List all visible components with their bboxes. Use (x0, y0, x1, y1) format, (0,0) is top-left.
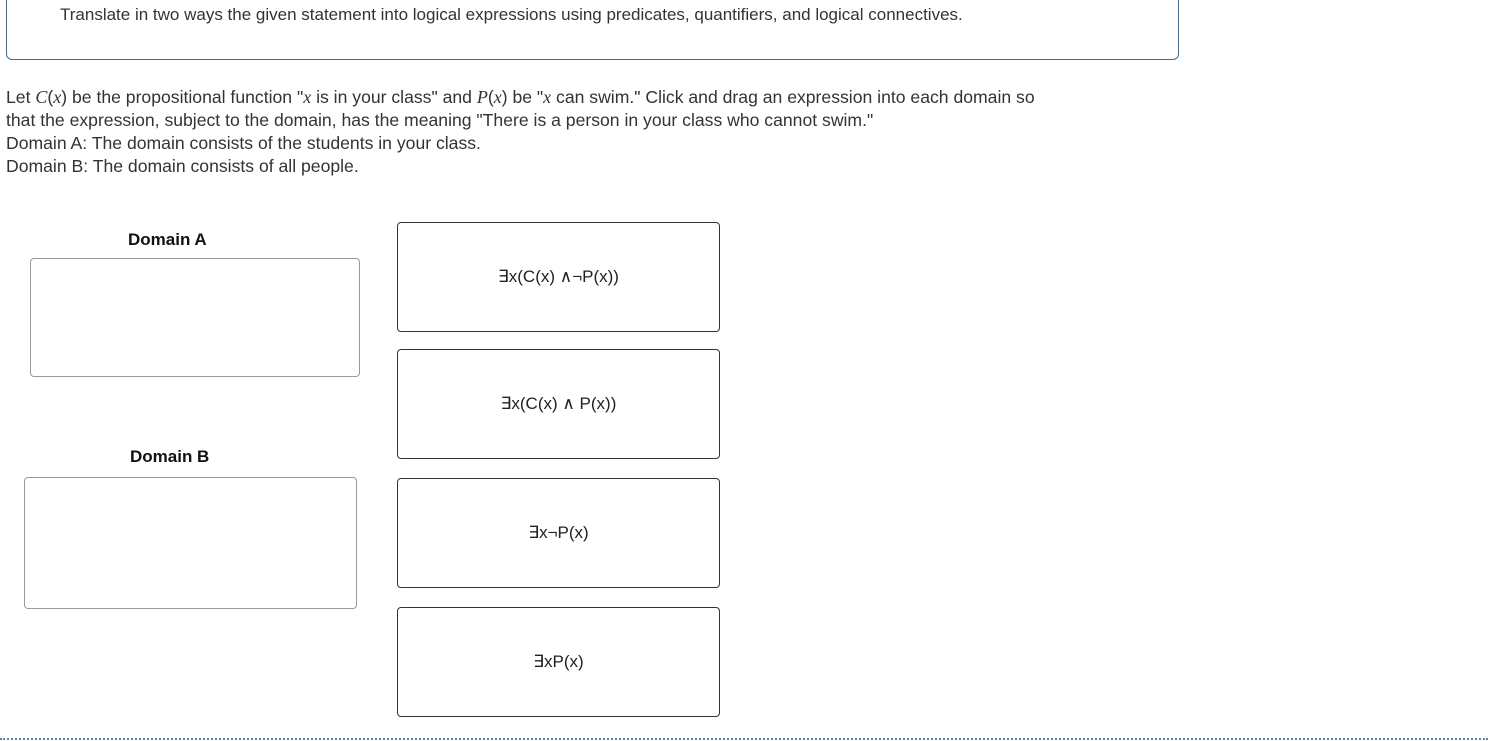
variable-x: x (543, 87, 552, 107)
problem-line-1 (6, 86, 1166, 109)
domain-b-description: Domain B: The domain consists of all people. (6, 156, 359, 176)
expression-text: ∃x(C(x) ∧¬P(x)) (498, 267, 619, 286)
paren-open: ( (47, 87, 54, 107)
variable-x: x (53, 87, 62, 107)
variable-x: x (493, 87, 502, 107)
expression-card-exists-c-and-p[interactable] (397, 349, 720, 459)
problem-statement (6, 86, 1166, 178)
text-propositional: be the propositional function " (67, 87, 304, 107)
expression-card-exists-c-and-not-p[interactable] (397, 222, 720, 332)
function-c: C (35, 87, 48, 107)
domain-a-drop-zone[interactable] (30, 258, 360, 377)
instruction-text: Translate in two ways the given statement into logical expressions using predicates, quantifiers, and logical connectives. (60, 5, 963, 24)
domain-a-label: Domain A (128, 230, 207, 249)
expression-card-exists-not-p[interactable] (397, 478, 720, 588)
paren-close: ) (501, 87, 508, 107)
paren-close: ) (61, 87, 68, 107)
text-be: be " (507, 87, 544, 107)
paren-open: ( (487, 87, 494, 107)
domain-b-label: Domain B (130, 447, 210, 466)
section-divider (0, 738, 1488, 740)
problem-line-2: that the expression, subject to the domain, has the meaning "There is a person in your class who cannot swim." (6, 110, 874, 130)
variable-x: x (303, 87, 312, 107)
expression-card-exists-p[interactable] (397, 607, 720, 717)
function-p: P (476, 87, 488, 107)
domain-a-description: Domain A: The domain consists of the students in your class. (6, 133, 481, 153)
instruction-box (6, 0, 1179, 60)
expression-text: ∃xP(x) (533, 652, 584, 671)
text-in-class: is in your class" and (311, 87, 477, 107)
domain-b-drop-zone[interactable] (24, 477, 357, 609)
text-let: Let (6, 87, 36, 107)
expression-text: ∃x(C(x) ∧ P(x)) (500, 394, 617, 413)
expression-text: ∃x¬P(x) (528, 523, 589, 542)
text-can-swim: can swim." Click and drag an expression into each domain so (551, 87, 1035, 107)
